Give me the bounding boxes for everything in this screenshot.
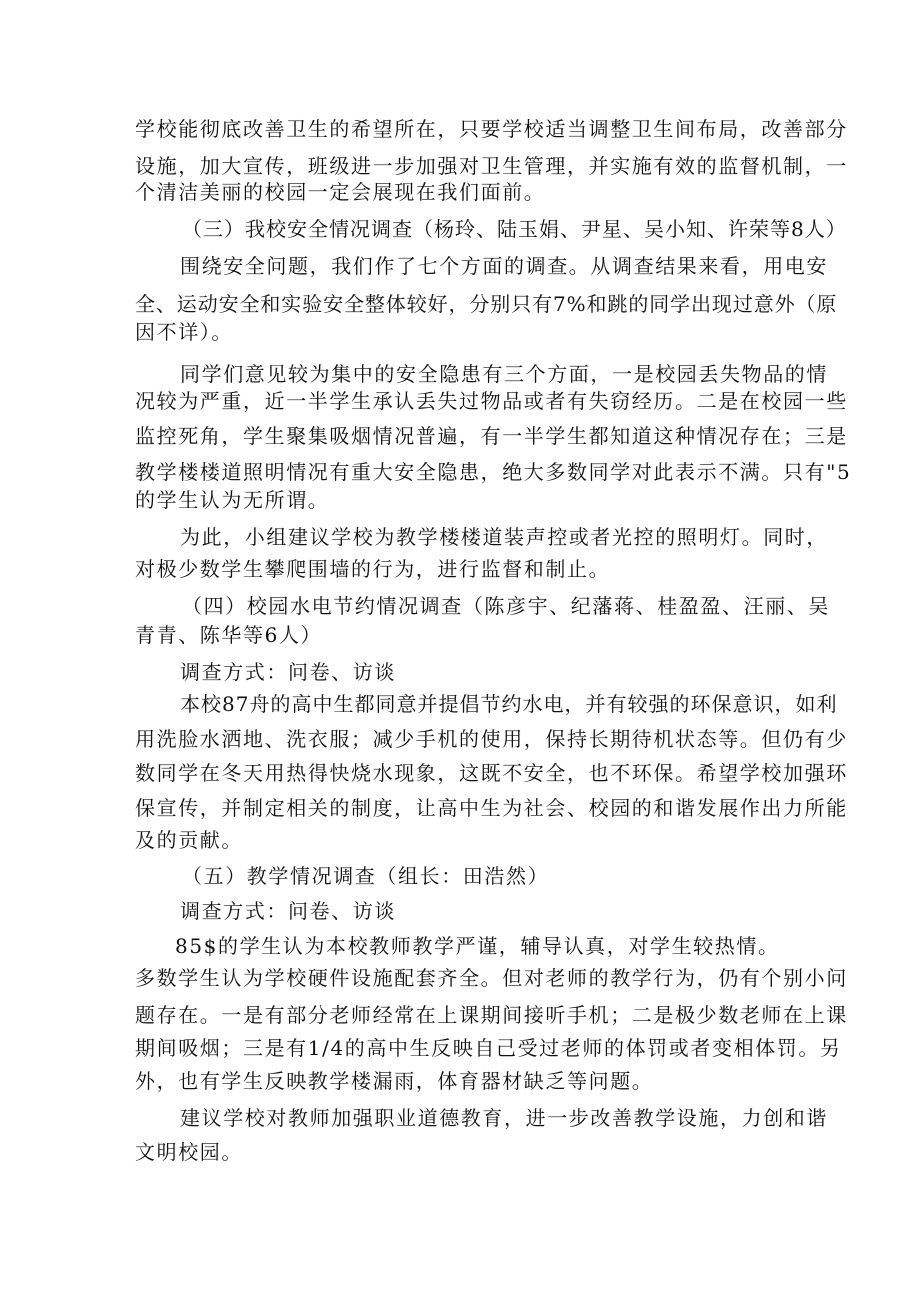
paragraph-line: 用洗脸水洒地、洗衣服；减少手机的使用，保持长期待机状态等。但仍有少 (135, 727, 848, 751)
paragraph-line: 全、运动安全和实验安全整体较好，分别只有7%和跳的同学出现过意外（原 (135, 292, 838, 316)
paragraph-line: 文明校园。 (135, 1140, 243, 1164)
paragraph-line: 设施，加大宣传，班级进一步加强对卫生管理，并实施有效的监督机制，一 (135, 154, 848, 178)
paragraph-line: 及的贡献。 (135, 828, 243, 852)
paragraph-line: 本校87舟的高中生都同意并提倡节约水电，并有较强的环保意识，如利 (180, 692, 838, 716)
paragraph-line: 题存在。一是有部分老师经常在上课期间接听手机；二是极少数老师在上课 (135, 1003, 848, 1027)
paragraph-line: 监控死角，学生聚集吸烟情况普遍，有一半学生都知道这种情况存在；三是 (135, 424, 848, 448)
section-heading-5: （五）教学情况调查（组长：田浩然） (182, 864, 550, 888)
paragraph-line: 同学们意见较为集中的安全隐患有三个方面，一是校园丢失物品的情 (180, 362, 828, 386)
paragraph-line: 数同学在冬天用热得快烧水现象，这既不安全，也不环保。希望学校加强环 (135, 761, 848, 785)
paragraph-line: 对极少数学生攀爬围墙的行为，进行监督和制止。 (135, 557, 611, 581)
paragraph-line: 85$的学生认为本校教师教学严谨，辅导认真，对学生较热情。 (175, 934, 780, 958)
paragraph-line: 教学楼楼道照明情况有重大安全隐患，绝大多数同学对此表示不满。只有"5 (135, 460, 852, 484)
paragraph-line: 为此，小组建议学校为教学楼楼道装声控或者光控的照明灯。同时， (180, 525, 828, 549)
paragraph-line: 因不详）。 (135, 320, 233, 344)
paragraph-line: 学校能彻底改善卫生的希望所在，只要学校适当调整卫生间布局，改善部分 (135, 117, 848, 141)
paragraph-line: 的学生认为无所谓。 (135, 488, 330, 512)
section-heading-3: （三）我校安全情况调查（杨玲、陆玉娟、尹星、吴小知、许荣等8人） (182, 217, 847, 241)
paragraph-line: 外，也有学生反映教学楼漏雨，体育器材缺乏等问题。 (135, 1069, 654, 1093)
paragraph-line: 围绕安全问题，我们作了七个方面的调查。从调查结果来看，用电安 (180, 254, 828, 278)
section-heading-4-cont: 青青、陈华等6人） (135, 623, 323, 647)
paragraph-line: 况较为严重，近一半学生承认丢失过物品或者有失窃经历。二是在校园一些 (135, 389, 848, 413)
paragraph-line: 个清洁美丽的校园一定会展现在我们面前。 (135, 180, 546, 204)
paragraph-line: 保宣传，并制定相关的制度，让高中生为社会、校园的和谐发展作出力所能 (135, 796, 848, 820)
section-heading-4: （四）校园水电节约情况调查（陈彦宇、纪藩蒋、桂盈盈、汪丽、吴 (182, 594, 830, 618)
paragraph-line: 期间吸烟；三是有1/4的高中生反映自己受过老师的体罚或者变相体罚。另 (135, 1036, 842, 1060)
paragraph-line: 建议学校对教师加强职业道德教育，进一步改善教学设施，力创和谐 (180, 1106, 828, 1130)
paragraph-line: 多数学生认为学校硬件设施配套齐全。但对老师的教学行为，仍有个别小问 (135, 966, 848, 990)
survey-method: 调查方式：问卷、访谈 (180, 660, 396, 684)
survey-method: 调查方式：问卷、访谈 (180, 899, 396, 923)
